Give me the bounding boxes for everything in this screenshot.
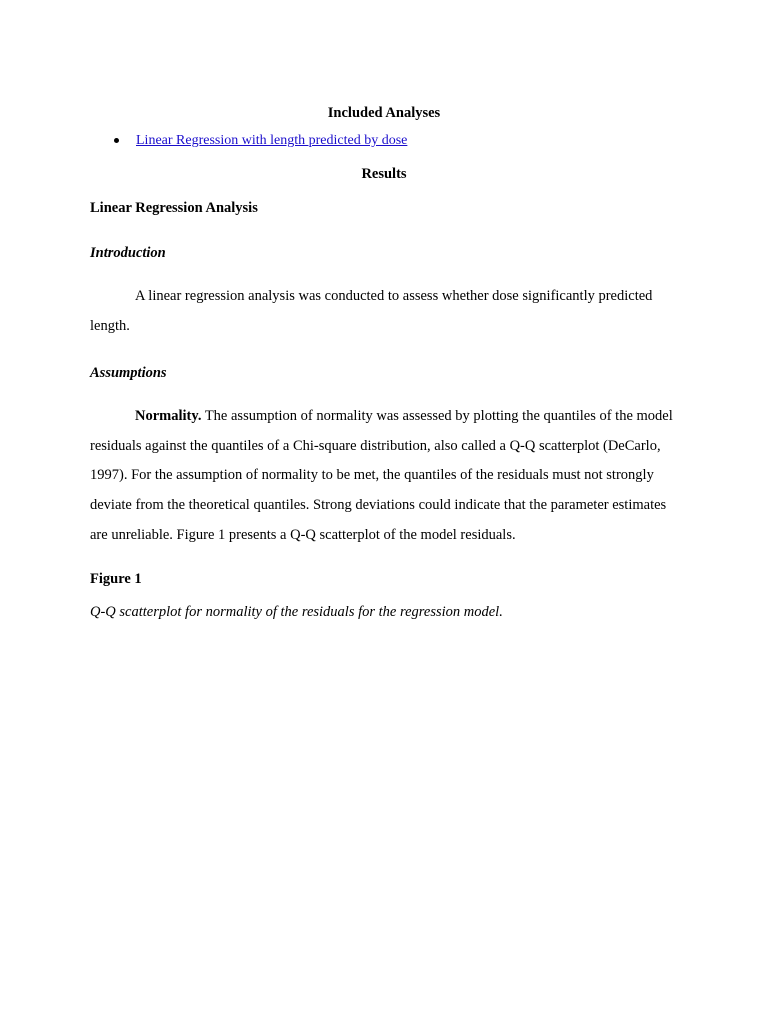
introduction-text: A linear regression analysis was conducted to assess whether dose significantly predicted length. (90, 288, 653, 334)
included-analyses-list (112, 132, 407, 150)
list-item (112, 132, 407, 150)
normality-paragraph (90, 402, 680, 551)
normality-text: The assumption of normality was assessed by plotting the quantiles of the model residuals against the quantiles of a Chi-square distribution, also called a Q-Q scatterplot (DeCarlo, 1997). For the assumption of normality to be met, the quantiles of the residuals must not strongly deviate from the theoretical quantiles. Strong deviations could indicate that the parameter estimates are unreliable. Figure 1 presents a Q-Q scatterplot of the model residuals. (90, 408, 673, 543)
linear-regression-link[interactable]: Linear Regression with length predicted by dose (136, 133, 408, 148)
figure-label: Figure 1 (90, 571, 142, 587)
assumptions-heading: Assumptions (90, 365, 167, 381)
included-analyses-heading: Included Analyses (327, 105, 441, 121)
figure-caption: Q-Q scatterplot for normality of the residuals for the regression model. (90, 604, 503, 620)
introduction-heading: Introduction (90, 245, 166, 261)
results-heading: Results (361, 166, 407, 182)
bullet-icon (114, 138, 119, 143)
normality-label: Normality. (135, 408, 202, 424)
section-title: Linear Regression Analysis (90, 200, 258, 216)
introduction-paragraph (90, 282, 680, 341)
